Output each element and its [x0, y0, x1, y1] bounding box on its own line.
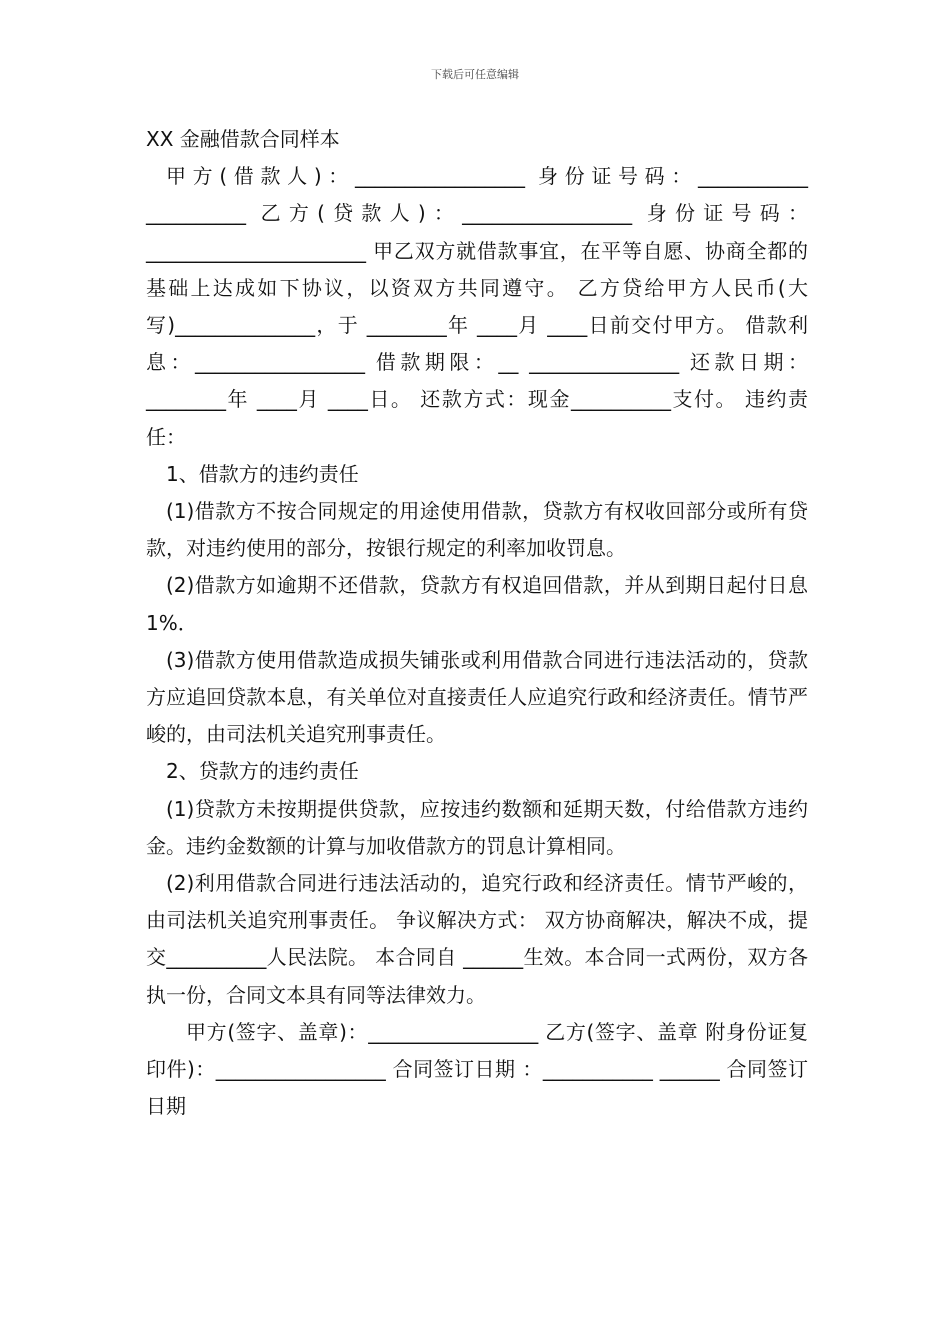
paragraph-borrower-3: (3)借款方使用借款造成损失铺张或利用借款合同进行违法活动的，贷款方应追回贷款本息，有关单位对直接责任人应追究行政和经济责任。情节严峻的，由司法机关追究刑事责任。 [146, 647, 808, 747]
header-note: 下载后可任意编辑 [431, 68, 519, 81]
paragraph-parties: 甲方(借款人)：_________________ 身份证号码：___________ __________ 乙方(贷款人)：_________________ 身份证号码：______________________ 甲乙双方就借款事宜，在平等自愿、协商全都的基础上达成如下协议，以资双方共同遵守。 乙方贷给甲方人民币(大写)______________，于 ________年 ____月 ____日前交付甲方。 借款利息：_________________ 借款期限：__ _______________ 还款日期：________年 ____月 ____日。 还款方式：现金__________支付。 违约责任： [146, 164, 808, 449]
section-heading-lender: 2、贷款方的违约责任 [166, 759, 359, 784]
section-heading-borrower: 1、借款方的违约责任 [166, 461, 359, 486]
contract-body [146, 121, 808, 1125]
paragraph-lender-2: (2)利用借款合同进行违法活动的，追究行政和经济责任。情节严峻的，由司法机关追究刑事责任。 争议解决方式： 双方协商解决，解决不成，提交__________人民法院。 本合同自 ______生效。本合同一式两份，双方各执一份，合同文本具有同等法律效力。 [146, 871, 808, 1007]
contract-title: XX 金融借款合同样本 [146, 127, 340, 151]
paragraph-borrower-1: (1)借款方不按合同规定的用途使用借款，贷款方有权收回部分或所有贷款，对违约使用的部分，按银行规定的利率加收罚息。 [146, 499, 808, 561]
paragraph-signatures: 甲方(签字、盖章)：_________________ 乙方(签字、盖章 附身份证复印件)：_________________ 合同签订日期 ：___________ ______ 合同签订日期 [146, 1019, 808, 1119]
paragraph-borrower-2: (2)借款方如逾期不还借款，贷款方有权追回借款，并从到期日起付日息 1%． [146, 573, 808, 635]
paragraph-lender-1: (1)贷款方未按期提供贷款，应按违约数额和延期天数，付给借款方违约金。违约金数额的计算与加收借款方的罚息计算相同。 [146, 796, 808, 858]
